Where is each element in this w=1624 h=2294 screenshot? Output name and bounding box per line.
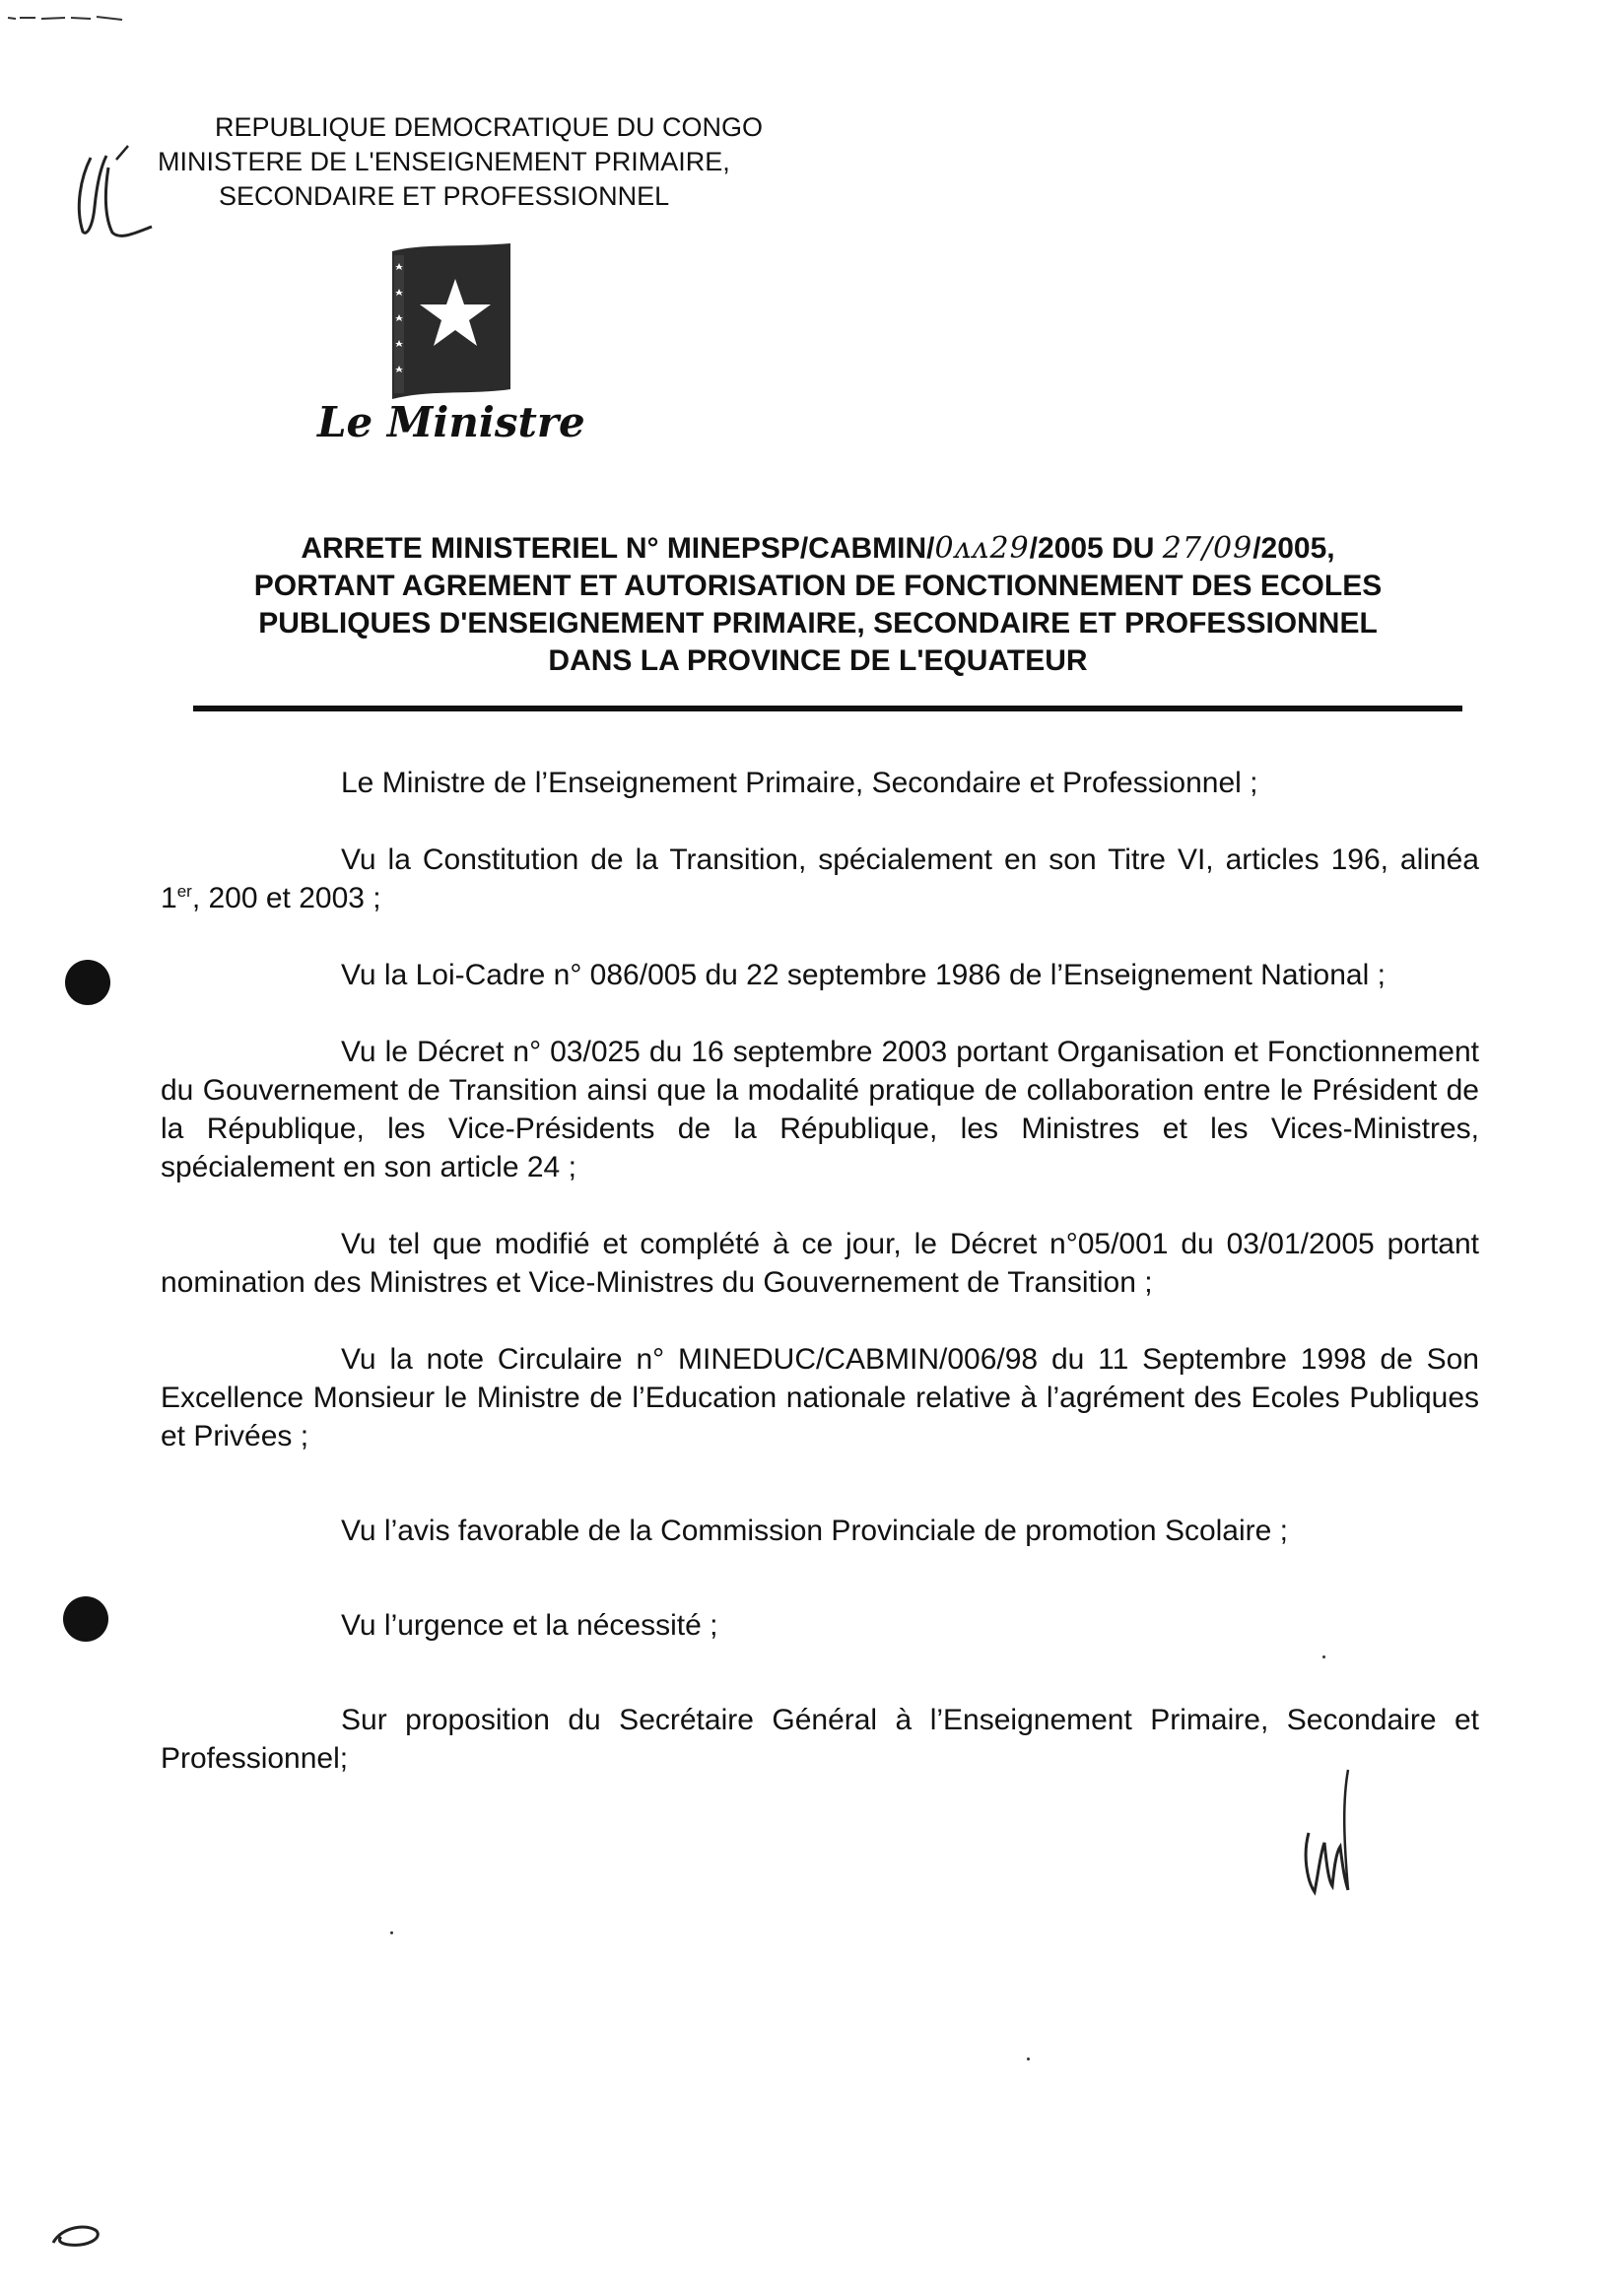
office-title: Le Ministre [317, 398, 585, 446]
decree-number-handwritten: 0ᴧᴧ29 [934, 531, 1030, 566]
scan-speck [1027, 2058, 1030, 2060]
punch-hole-icon [65, 960, 110, 1005]
preamble-urgence: Vu l’urgence et la nécessité ; [341, 1609, 718, 1642]
header-ministry: MINISTERE DE L'ENSEIGNEMENT PRIMAIRE, [158, 147, 730, 176]
decree-title [168, 530, 1468, 680]
constitution-text: Vu la Constitution de la Transition, spécialement en son Titre VI, articles 196, alinéa 1 [161, 843, 1479, 914]
preamble-constitution [161, 841, 1479, 917]
preamble-circulaire: Vu la note Circulaire n° MINEDUC/CABMIN/006/98 du 11 Septembre 1998 de Son Excellence Monsieur le Ministre de l’Education nationale relative à l’agrément des Ecoles Publiques et Privées ; [161, 1343, 1479, 1452]
preamble-loi-cadre: Vu la Loi-Cadre n° 086/005 du 22 septembre 1986 de l’Enseignement National ; [341, 959, 1386, 991]
scan-speck [390, 1931, 393, 1934]
decree-title-line1 [168, 530, 1468, 568]
page-mark-icon [47, 2217, 106, 2257]
decree-ref-suffix: /2005, [1252, 532, 1335, 565]
constitution-text-end: , 200 et 2003 ; [191, 882, 381, 914]
preamble-decret-nomination: Vu tel que modifié et complété à ce jour, le Décret n°05/001 du 03/01/2005 portant nomination des Ministres et Vice-Ministres du Gouvernement de Transition ; [161, 1228, 1479, 1299]
decree-title-line2: PORTANT AGREMENT ET AUTORISATION DE FONCTIONNEMENT DES ECOLES [253, 570, 1383, 602]
title-divider [193, 706, 1462, 711]
handwritten-initials-icon [61, 138, 169, 246]
decree-title-line4: DANS LA PROVINCE DE L'EQUATEUR [548, 644, 1088, 677]
decree-ref-mid: /2005 DU [1029, 532, 1163, 565]
preamble-minister: Le Ministre de l’Enseignement Primaire, Secondaire et Professionnel ; [341, 767, 1258, 799]
header-country: REPUBLIQUE DEMOCRATIQUE DU CONGO [215, 112, 764, 142]
scan-artifact [6, 14, 124, 22]
decree-ref-prefix: ARRETE MINISTERIEL N° MINEPSP/CABMIN/ [301, 532, 935, 565]
preamble-proposition: Sur proposition du Secrétaire Général à l’Enseignement Primaire, Secondaire et Professionnel; [161, 1704, 1479, 1775]
decree-body [161, 764, 1479, 1816]
preamble-decret-organisation: Vu le Décret n° 03/025 du 16 septembre 2003 portant Organisation et Fonctionnement du Gouvernement de Transition ainsi que la modalité pratique de collaboration entre le Président de la République, les Vice-Présidents de la République, les Ministres et les Vices-Ministres, spécialement en son article 24 ; [161, 1036, 1479, 1183]
scan-speck [1322, 1655, 1325, 1658]
superscript-er: er [176, 882, 192, 901]
decree-date-handwritten: 27/09 [1162, 531, 1253, 566]
preamble-avis: Vu l’avis favorable de la Commission Provinciale de promotion Scolaire ; [341, 1515, 1288, 1547]
handwritten-signature-icon [1299, 1764, 1368, 1902]
punch-hole-icon [63, 1596, 108, 1642]
flag-star-emblem-icon [372, 241, 520, 401]
letterhead [158, 110, 763, 214]
decree-title-line3: PUBLIQUES D'ENSEIGNEMENT PRIMAIRE, SECONDAIRE ET PROFESSIONNEL [258, 607, 1378, 640]
header-ministry-cont: SECONDAIRE ET PROFESSIONNEL [219, 181, 670, 211]
